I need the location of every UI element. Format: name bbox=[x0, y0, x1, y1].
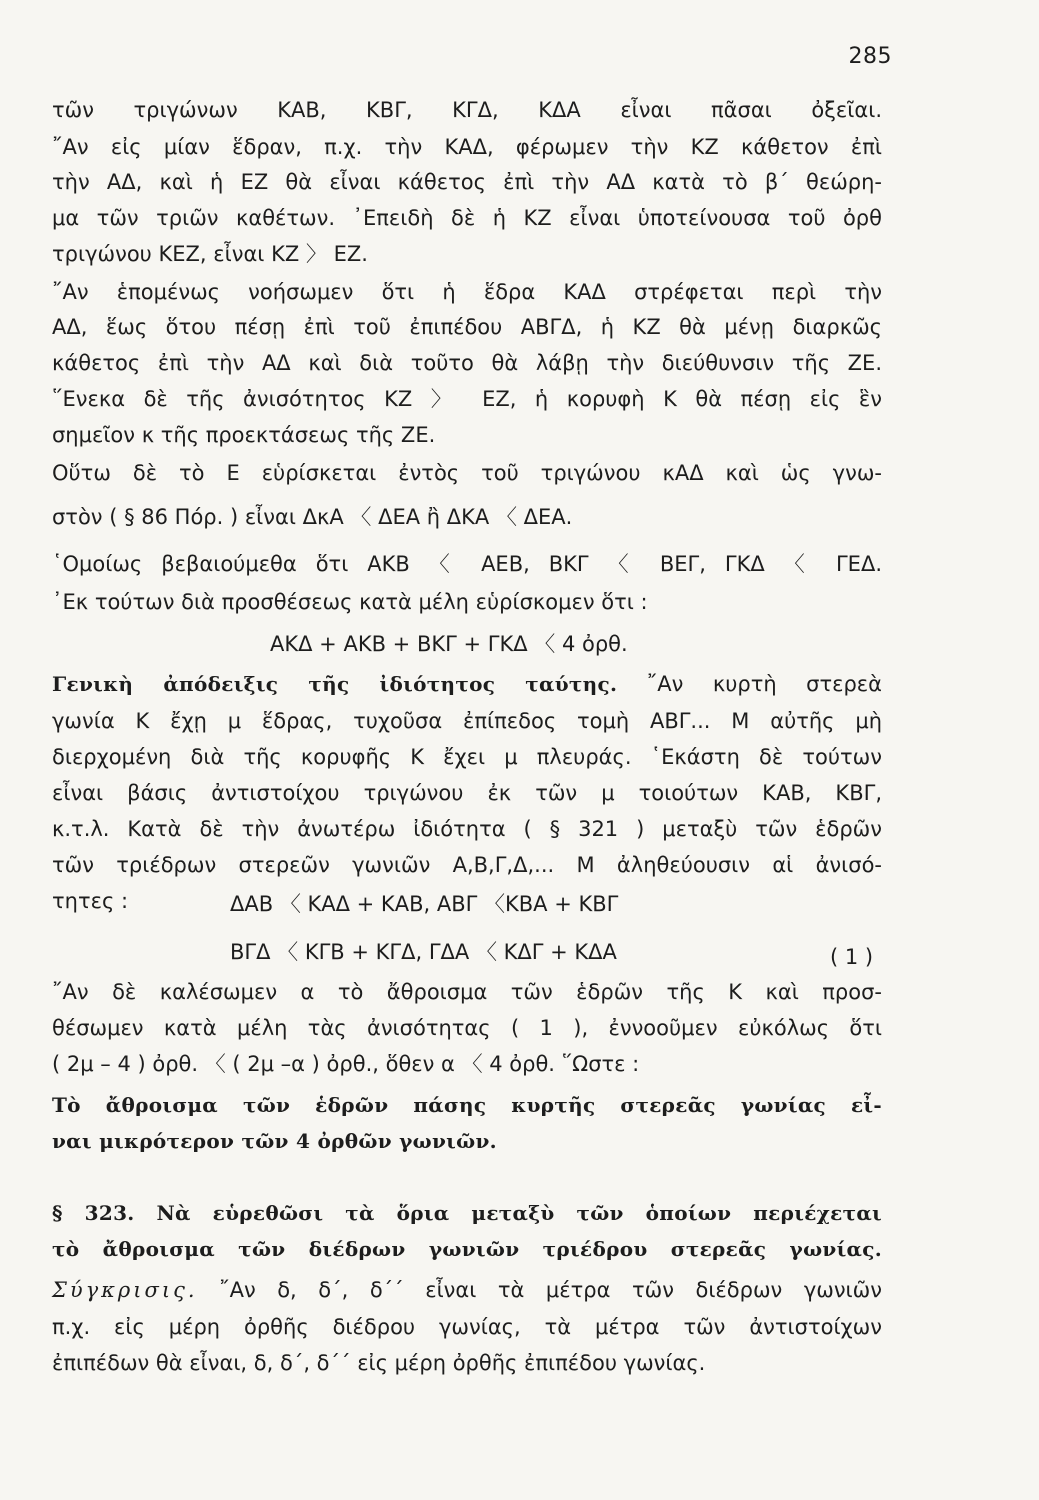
text-line: τριγώνου ΚΕΖ, εἶναι ΚΖ 〉 ΕΖ. bbox=[52, 242, 368, 266]
text-line: ᾿Εκ τούτων διὰ προσθέσεως κατὰ μέλη εὑρίσκομεν ὅτι : bbox=[52, 590, 648, 614]
text-line: ( 2μ – 4 ) ὀρθ. 〈 ( 2μ –α ) ὀρθ., ὅθεν α 〈 4 ὀρθ. ῞Ωστε : bbox=[52, 1052, 640, 1076]
text-line: εἶναι βάσις ἀντιστοίχου τριγώνου ἐκ τῶν μ τοιούτων ΚΑΒ, ΚΒΓ, bbox=[52, 781, 882, 805]
text-line: Οὕτω δὲ τὸ Ε εὑρίσκεται ἐντὸς τοῦ τριγώνου κΑΔ καὶ ὡς γνω- bbox=[52, 461, 882, 485]
text-line: ῾Ομοίως βεβαιούμεθα ὅτι ΑΚΒ 〈 ΑΕΒ, ΒΚΓ 〈 ΒΕΓ, ΓΚΔ 〈 ΓΕΔ. bbox=[52, 552, 882, 576]
text-line: ῞Ενεκα δὲ τῆς ἀνισότητος ΚΖ 〉 ΕΖ, ἡ κορυφὴ Κ θὰ πέσῃ εἰς ἓν bbox=[52, 387, 882, 411]
section-heading: τὸ ἄθροισμα τῶν διέδρων γωνιῶν τριέδρου στερεᾶς γωνίας. bbox=[52, 1237, 882, 1261]
text-line: μα τῶν τριῶν καθέτων. ᾿Επειδὴ δὲ ἡ ΚΖ εἶναι ὑποτείνουσα τοῦ ὀρθ bbox=[52, 206, 882, 230]
inequality-line: ΒΓΔ 〈 ΚΓΒ + ΚΓΔ, ΓΔΑ 〈 ΚΔΓ + ΚΔΑ bbox=[230, 940, 617, 964]
text-line: τῶν τριέδρων στερεῶν γωνιῶν Α,Β,Γ,Δ,... Μ ἀληθεύουσιν αἱ ἀνισό- bbox=[52, 853, 882, 877]
text-fragment: ῎Αν δ, δ΄, δ΄΄ εἶναι τὰ μέτρα τῶν διέδρων γωνιῶν bbox=[219, 1278, 882, 1302]
text-line: γωνία Κ ἔχῃ μ ἕδρας, τυχοῦσα ἐπίπεδος τομὴ ΑΒΓ... Μ αὐτῆς μὴ bbox=[52, 709, 882, 733]
theorem-statement: ναι μικρότερον τῶν 4 ὀρθῶν γωνιῶν. bbox=[52, 1129, 497, 1153]
section-heading: § 323. Νὰ εὑρεθῶσι τὰ ὅρια μεταξὺ τῶν ὁποίων περιέχεται bbox=[52, 1201, 882, 1225]
inequality-line: ΔΑΒ 〈 ΚΑΔ + ΚΑΒ, ΑΒΓ 〈ΚΒΑ + ΚΒΓ bbox=[230, 892, 619, 916]
text-line bbox=[52, 1276, 882, 1304]
text-line: διερχομένη διὰ τῆς κορυφῆς Κ ἔχει μ πλευράς. ῾Εκάστη δὲ τούτων bbox=[52, 745, 882, 769]
equation-number: ( 1 ) bbox=[830, 945, 874, 969]
text-line: ῎Αν ἑπομένως νοήσωμεν ὅτι ἡ ἕδρα ΚΑΔ στρέφεται περὶ τὴν bbox=[52, 280, 882, 304]
page-number: 285 bbox=[848, 44, 892, 69]
text-line: στὸν ( § 86 Πόρ. ) εἶναι ΔκΑ 〈 ΔΕΑ ἢ ΔΚΑ 〈 ΔΕΑ. bbox=[52, 505, 573, 529]
text-line: σημεῖον κ τῆς προεκτάσεως τῆς ΖΕ. bbox=[52, 423, 436, 447]
text-line: κ.τ.λ. Κατὰ δὲ τὴν ἀνωτέρω ἰδιότητα ( § 321 ) μεταξὺ τῶν ἑδρῶν bbox=[52, 817, 882, 841]
text-line: ΑΔ, ἕως ὅτου πέσῃ ἐπὶ τοῦ ἐπιπέδου ΑΒΓΔ, ἡ ΚΖ θὰ μένῃ διαρκῶς bbox=[52, 315, 882, 339]
text-line: θέσωμεν κατὰ μέλη τὰς ἀνισότητας ( 1 ), ἐννοοῦμεν εὐκόλως ὅτι bbox=[52, 1016, 882, 1040]
text-line bbox=[52, 670, 882, 698]
text-line: ῎Αν δὲ καλέσωμεν α τὸ ἄθροισμα τῶν ἑδρῶν τῆς Κ καὶ προσ- bbox=[52, 980, 882, 1004]
text-fragment: ῎Αν κυρτὴ στερεὰ bbox=[646, 672, 882, 696]
text-line: κάθετος ἐπὶ τὴν ΑΔ καὶ διὰ τοῦτο θὰ λάβῃ τὴν διεύθυνσιν τῆς ΖΕ. bbox=[52, 351, 882, 375]
equation-sum-angles: ΑΚΔ + ΑΚΒ + ΒΚΓ + ΓΚΔ 〈 4 ὀρθ. bbox=[270, 632, 628, 656]
text-line: τὴν ΑΔ, καὶ ἡ ΕΖ θὰ εἶναι κάθετος ἐπὶ τὴν ΑΔ κατὰ τὸ β΄ θεώρη- bbox=[52, 170, 882, 194]
text-line: τητες : bbox=[52, 889, 129, 913]
theorem-statement: Τὸ ἄθροισμα τῶν ἑδρῶν πάσης κυρτῆς στερεᾶς γωνίας εἶ- bbox=[52, 1093, 882, 1117]
text-line: τῶν τριγώνων ΚΑΒ, ΚΒΓ, ΚΓΔ, ΚΔΑ εἶναι πᾶσαι ὀξεῖαι. bbox=[52, 98, 882, 122]
text-line: ῎Αν εἰς μίαν ἕδραν, π.χ. τὴν ΚΑΔ, φέρωμεν τὴν ΚΖ κάθετον ἐπὶ bbox=[52, 135, 882, 159]
text-line: ἐπιπέδων θὰ εἶναι, δ, δ΄, δ΄΄ εἰς μέρη ὀρθῆς ἐπιπέδου γωνίας. bbox=[52, 1351, 706, 1375]
text-line: π.χ. εἰς μέρη ὀρθῆς διέδρου γωνίας, τὰ μέτρα τῶν ἀντιστοίχων bbox=[52, 1315, 882, 1339]
emphasis-term: Σύγκρισις. bbox=[52, 1278, 198, 1302]
theorem-heading: Γενικὴ ἀπόδειξις τῆς ἰδιότητος ταύτης. bbox=[52, 672, 618, 696]
